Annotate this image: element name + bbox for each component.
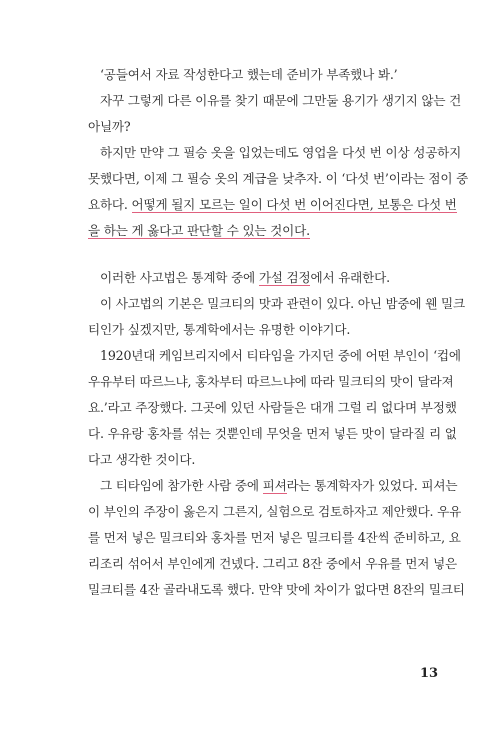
text-line: 하지만 만약 그 필승 옷을 입었는데도 영업을 다섯 번 이상 성공하지 [100, 145, 462, 160]
highlighted-text: 을 하는 게 옳다고 판단할 수 있는 것이다. [88, 223, 310, 238]
text-line: 다고 생각한 것이다. [88, 452, 196, 467]
text-line: 요.’라고 주장했다. 그곳에 있던 사람들은 대개 그럴 리 없다며 부정했 [88, 400, 457, 415]
text-fragment: 에서 유래한다. [310, 270, 390, 285]
text-line: 이 부인의 주장이 옳은지 그른지, 실험으로 검토하자고 제안했다. 우유 [88, 504, 462, 519]
text-line: 를 먼저 넣은 밀크티와 홍차를 먼저 넣은 밀크티를 4잔씩 준비하고, 요 [88, 530, 461, 545]
text-line: 이 사고법의 기본은 밀크티의 맛과 관련이 있다. 아닌 밤중에 웬 밀크 [100, 296, 465, 311]
text-line: ‘공들여서 자료 작성한다고 했는데 준비가 부족했나 봐.’ [100, 67, 398, 82]
text-line: 우유부터 따르느냐, 홍차부터 따르느냐에 따라 밀크티의 맛이 달라져 [88, 374, 454, 389]
text-line: 다. 우유랑 홍차를 섞는 것뿐인데 무엇을 먼저 넣든 맛이 달라질 리 없 [88, 426, 457, 441]
highlighted-text: 어떻게 될지 모르는 일이 다섯 번 이어진다면, 보통은 다섯 번 [131, 197, 457, 212]
text-line [88, 265, 442, 291]
text-section-1 [88, 62, 469, 244]
text-line [88, 218, 442, 244]
highlighted-term: 피셔 [262, 478, 287, 493]
text-line: 리조리 섞어서 부인에게 건넸다. 그리고 8잔 중에서 우유를 먼저 넣은 [88, 556, 457, 571]
highlighted-term: 가설 검정 [258, 270, 311, 285]
text-line [88, 473, 458, 499]
text-line: 티인가 싶겠지만, 통계학에서는 유명한 이야기다. [88, 322, 351, 337]
text-line: 밀크티를 4잔 골라내도록 했다. 만약 맛에 차이가 없다면 8잔의 밀크티 [88, 582, 465, 597]
text-fragment: 라는 통계학자가 있었다. 피셔는 [286, 478, 458, 493]
text-line [88, 192, 457, 218]
text-line: 1920년대 케임브리지에서 티타임을 가지던 중에 어떤 부인이 ‘컵에 [100, 348, 461, 363]
page-number: 13 [420, 666, 439, 681]
text-fragment: 이러한 사고법은 통계학 중에 [100, 270, 259, 285]
text-fragment: 그 티타임에 참가한 사람 중에 [100, 478, 263, 493]
text-section-2 [88, 265, 465, 603]
text-line: 아닐까? [88, 119, 131, 134]
text-line: 못했다면, 이제 그 필승 옷의 계급을 낮추자. 이 ‘다섯 번’이라는 점이 중 [88, 171, 469, 186]
text-line: 자꾸 그렇게 다른 이유를 찾기 때문에 그만둘 용기가 생기지 않는 건 [100, 93, 462, 108]
text-fragment: 요하다. [88, 197, 128, 212]
